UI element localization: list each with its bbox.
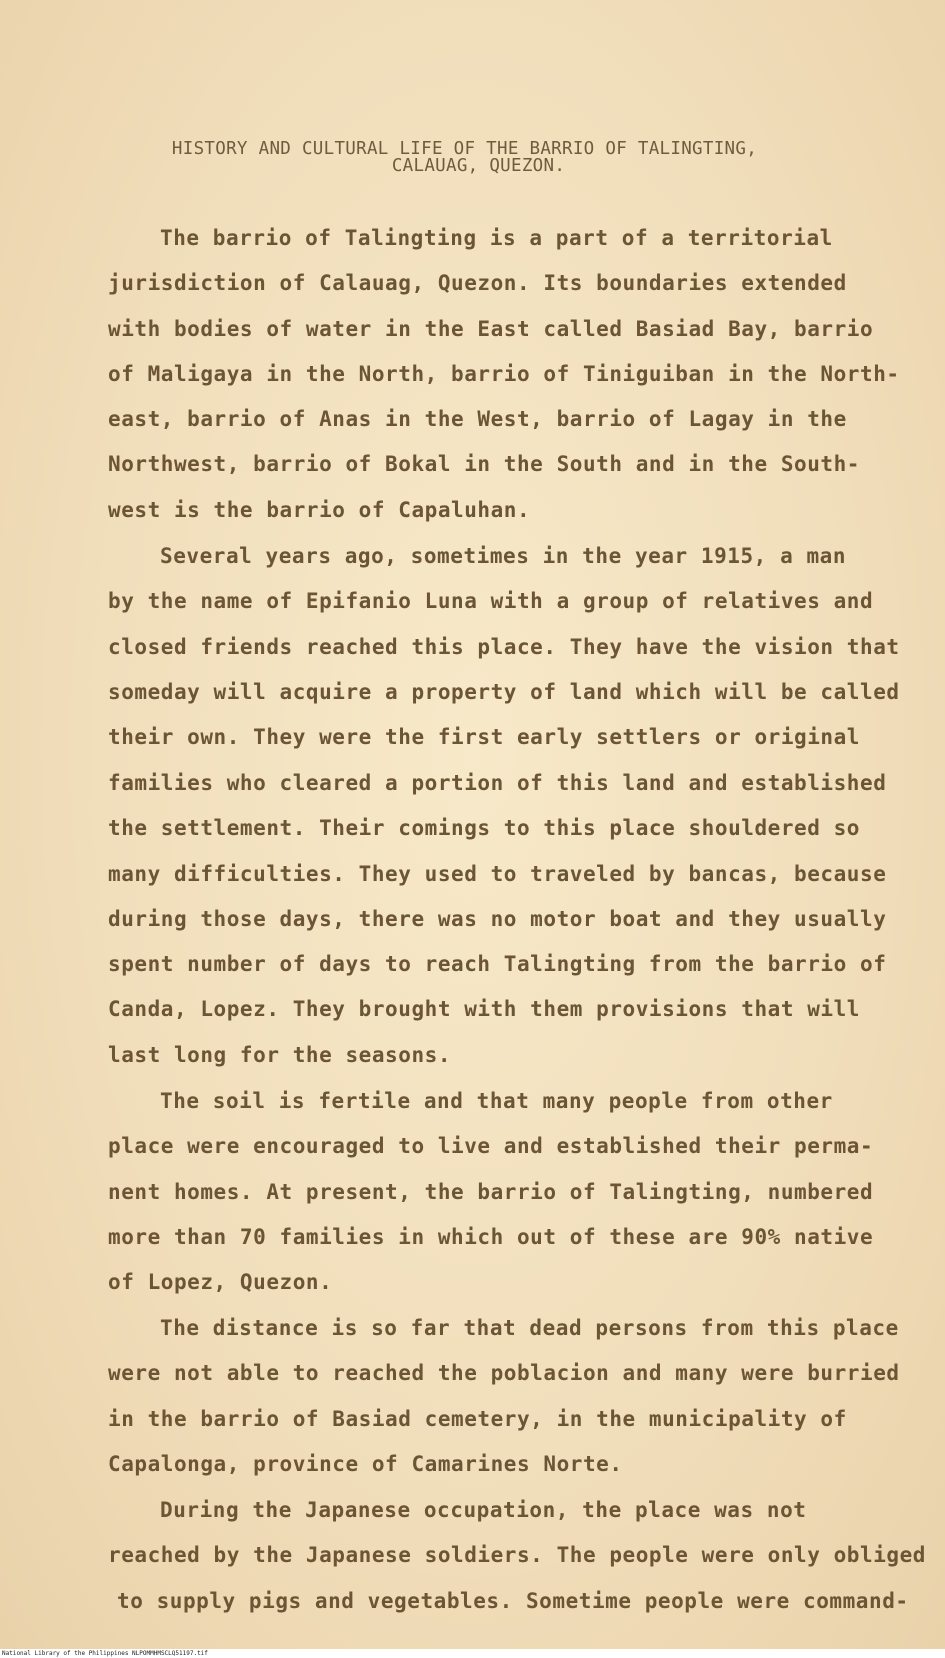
text-line: the settlement. Their comings to this place shouldered so bbox=[108, 816, 861, 840]
text-line: closed friends reached this place. They have the vision that bbox=[108, 635, 900, 659]
text-line: place were encouraged to live and established their perma- bbox=[108, 1134, 874, 1158]
text-line: families who cleared a portion of this land and established bbox=[108, 771, 887, 795]
text-line: in the barrio of Basiad cemetery, in the municipality of bbox=[108, 1407, 847, 1431]
text-line: Several years ago, sometimes in the year 1915, a man bbox=[160, 544, 847, 568]
text-line: jurisdiction of Calauag, Quezon. Its boundaries extended bbox=[108, 271, 847, 295]
text-line: west is the barrio of Capaluhan. bbox=[108, 498, 531, 522]
text-line: of Maligaya in the North, barrio of Tiniguiban in the North- bbox=[108, 362, 900, 386]
text-line: with bodies of water in the East called Basiad Bay, barrio bbox=[108, 317, 874, 341]
text-line: Northwest, barrio of Bokal in the South and in the South- bbox=[108, 452, 861, 476]
document-title: HISTORY AND CULTURAL LIFE OF THE BARRIO OF TALINGTING, bbox=[171, 139, 758, 159]
scan-footer-label: National Library of the Philippines NLPOMMHMSCLQ51197.tif bbox=[0, 1649, 945, 1658]
text-line: The soil is fertile and that many people from other bbox=[160, 1089, 833, 1113]
text-line: reached by the Japanese soldiers. The people were only obliged bbox=[108, 1543, 926, 1567]
text-line: during those days, there was no motor boat and they usually bbox=[108, 907, 887, 931]
text-line: last long for the seasons. bbox=[108, 1043, 452, 1067]
text-line: The distance is so far that dead persons from this place bbox=[160, 1316, 899, 1340]
text-line: Capalonga, province of Camarines Norte. bbox=[108, 1452, 623, 1476]
text-line: more than 70 families in which out of these are 90% native bbox=[108, 1225, 874, 1249]
text-line: east, barrio of Anas in the West, barrio of Lagay in the bbox=[108, 407, 847, 431]
text-line: Canda, Lopez. They brought with them provisions that will bbox=[108, 997, 861, 1021]
text-line: to supply pigs and vegetables. Sometime people were command- bbox=[117, 1589, 909, 1613]
text-line: spent number of days to reach Talingting from the barrio of bbox=[108, 952, 887, 976]
text-line: many difficulties. They used to traveled by bancas, because bbox=[108, 862, 887, 886]
text-line: During the Japanese occupation, the place was not bbox=[160, 1498, 807, 1522]
text-line: someday will acquire a property of land which will be called bbox=[108, 680, 900, 704]
text-line: The barrio of Talingting is a part of a territorial bbox=[160, 226, 833, 250]
text-line: nent homes. At present, the barrio of Talingting, numbered bbox=[108, 1180, 874, 1204]
document-subtitle: CALAUAG, QUEZON. bbox=[391, 156, 566, 176]
text-line: by the name of Epifanio Luna with a group of relatives and bbox=[108, 589, 874, 613]
text-line: of Lopez, Quezon. bbox=[108, 1270, 333, 1294]
text-line: their own. They were the first early settlers or original bbox=[108, 725, 861, 749]
text-line: were not able to reached the poblacion and many were burried bbox=[108, 1361, 900, 1385]
